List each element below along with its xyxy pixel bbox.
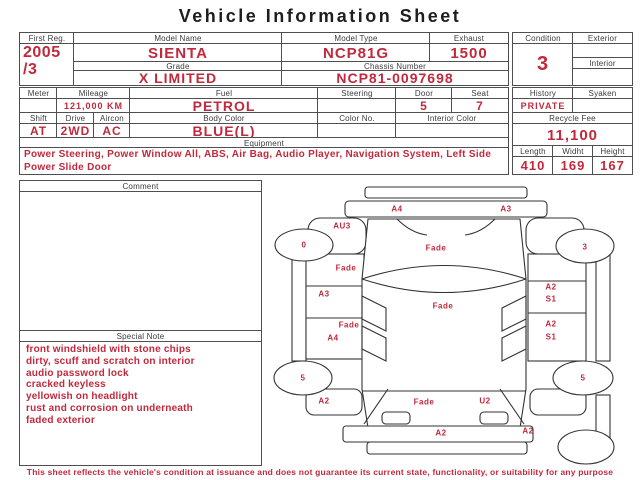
damage-code-label: A2 <box>545 282 557 292</box>
damage-code-label: Fade <box>413 397 435 407</box>
exterior-value <box>573 44 632 58</box>
special-note-line: audio password lock <box>26 367 129 379</box>
syaken-value <box>573 99 632 113</box>
model-type-label: Model Type <box>282 33 430 44</box>
seat-value: 7 <box>452 99 508 113</box>
door-value: 5 <box>396 99 452 113</box>
recycle-fee-label: Recycle Fee <box>513 113 632 124</box>
damage-code-label: U2 <box>479 396 491 406</box>
condition-value: 3 <box>513 44 573 85</box>
height-label: Height <box>593 146 632 157</box>
damage-code-label: A2 <box>318 396 330 406</box>
body-color-label: Body Color <box>130 113 318 124</box>
door-label: Door <box>396 88 452 99</box>
length-value: 410 <box>513 157 553 174</box>
damage-code-label: A2 <box>545 319 557 329</box>
equipment-value: Power Steering, Power Window All, ABS, Air Bag, Audio Player, Navigation System, Left Side Power Slide Door <box>20 148 508 174</box>
damage-code-label: A4 <box>327 333 339 343</box>
meter-value <box>20 99 57 113</box>
special-note-line: cracked keyless <box>26 379 106 391</box>
special-note-line: rust and corrosion on underneath <box>26 402 193 414</box>
car-damage-diagram <box>262 184 640 465</box>
damage-code-label: 0 <box>301 240 307 250</box>
history-label: History <box>513 88 573 99</box>
recycle-fee-value: 11,100 <box>513 124 632 146</box>
damage-code-label: 5 <box>580 373 586 383</box>
grade-label: Grade <box>74 62 282 71</box>
interior-value <box>573 69 632 85</box>
damage-code-label: Fade <box>335 263 357 273</box>
chassis-number-value: NCP81-0097698 <box>282 71 508 85</box>
disclaimer-text: This sheet reflects the vehicle's condition at issuance and does not guarantee its current state, functionality, or suitability for any purpose <box>26 467 614 477</box>
length-label: Length <box>513 146 553 157</box>
equipment-label: Equipment <box>20 138 508 148</box>
damage-code-label: A2 <box>522 426 534 436</box>
damage-code-label: Fade <box>338 320 360 330</box>
damage-code-label: A4 <box>391 204 403 214</box>
special-note-body <box>20 342 261 465</box>
damage-code-label: Fade <box>425 243 447 253</box>
first-reg-month: /3 <box>23 60 38 78</box>
special-note-line: yellowish on headlight <box>26 391 138 403</box>
damage-code-label: S1 <box>545 332 557 342</box>
special-note-label: Special Note <box>20 331 261 342</box>
mileage-value: 121,000 KM <box>57 99 130 113</box>
model-name-label: Model Name <box>74 33 282 44</box>
first-reg-label: First Reg. <box>20 33 74 44</box>
shift-value: AT <box>20 124 57 138</box>
shift-label: Shift <box>20 113 57 124</box>
damage-code-label: 5 <box>300 373 306 383</box>
drive-label: Drive <box>57 113 94 124</box>
history-value: PRIVATE <box>513 99 573 113</box>
model-name-value: SIENTA <box>74 44 282 62</box>
first-reg-year: 2005 <box>23 44 61 61</box>
grade-value: X LIMITED <box>74 71 282 85</box>
color-no-value <box>318 124 396 138</box>
special-note-line: front windshield with stone chips <box>26 344 191 355</box>
damage-code-label: 3 <box>582 242 588 252</box>
interior-label: Interior <box>573 58 632 69</box>
exterior-label: Exterior <box>573 33 632 44</box>
syaken-label: Syaken <box>573 88 632 99</box>
width-label: Widht <box>553 146 593 157</box>
damage-code-label: A2 <box>435 428 447 438</box>
fuel-value: PETROL <box>130 99 318 113</box>
steering-value <box>318 99 396 113</box>
height-value: 167 <box>593 157 632 174</box>
interior-color-label: Interior Color <box>396 113 508 124</box>
width-value: 169 <box>553 157 593 174</box>
damage-code-label: AU3 <box>333 221 351 231</box>
fuel-label: Fuel <box>130 88 318 99</box>
comment-body <box>20 192 261 331</box>
interior-color-value <box>396 124 508 138</box>
comment-label: Comment <box>20 181 261 192</box>
aircon-label: Aircon <box>94 113 130 124</box>
chassis-number-label: Chassis Number <box>282 62 508 71</box>
meter-label: Meter <box>20 88 57 99</box>
first-reg-value <box>20 44 74 85</box>
seat-label: Seat <box>452 88 508 99</box>
body-color-value: BLUE(L) <box>130 124 318 138</box>
aircon-value: AC <box>94 124 130 138</box>
special-note-line: faded exterior <box>26 414 95 426</box>
drive-value: 2WD <box>57 124 94 138</box>
steering-label: Steering <box>318 88 396 99</box>
color-no-label: Color No. <box>318 113 396 124</box>
special-note-line: dirty, scuff and scratch on interior <box>26 355 195 367</box>
damage-code-label: A3 <box>318 289 330 299</box>
damage-code-label: S1 <box>545 294 557 304</box>
car-outline-drawing <box>262 184 640 465</box>
exhaust-value: 1500 <box>430 44 508 62</box>
condition-label: Condition <box>513 33 573 44</box>
exhaust-label: Exhaust <box>430 33 508 44</box>
mileage-label: Mileage <box>57 88 130 99</box>
damage-code-label: A3 <box>500 204 512 214</box>
page-title: Vehicle Information Sheet <box>178 6 462 26</box>
model-type-value: NCP81G <box>282 44 430 62</box>
damage-code-label: Fade <box>432 301 454 311</box>
